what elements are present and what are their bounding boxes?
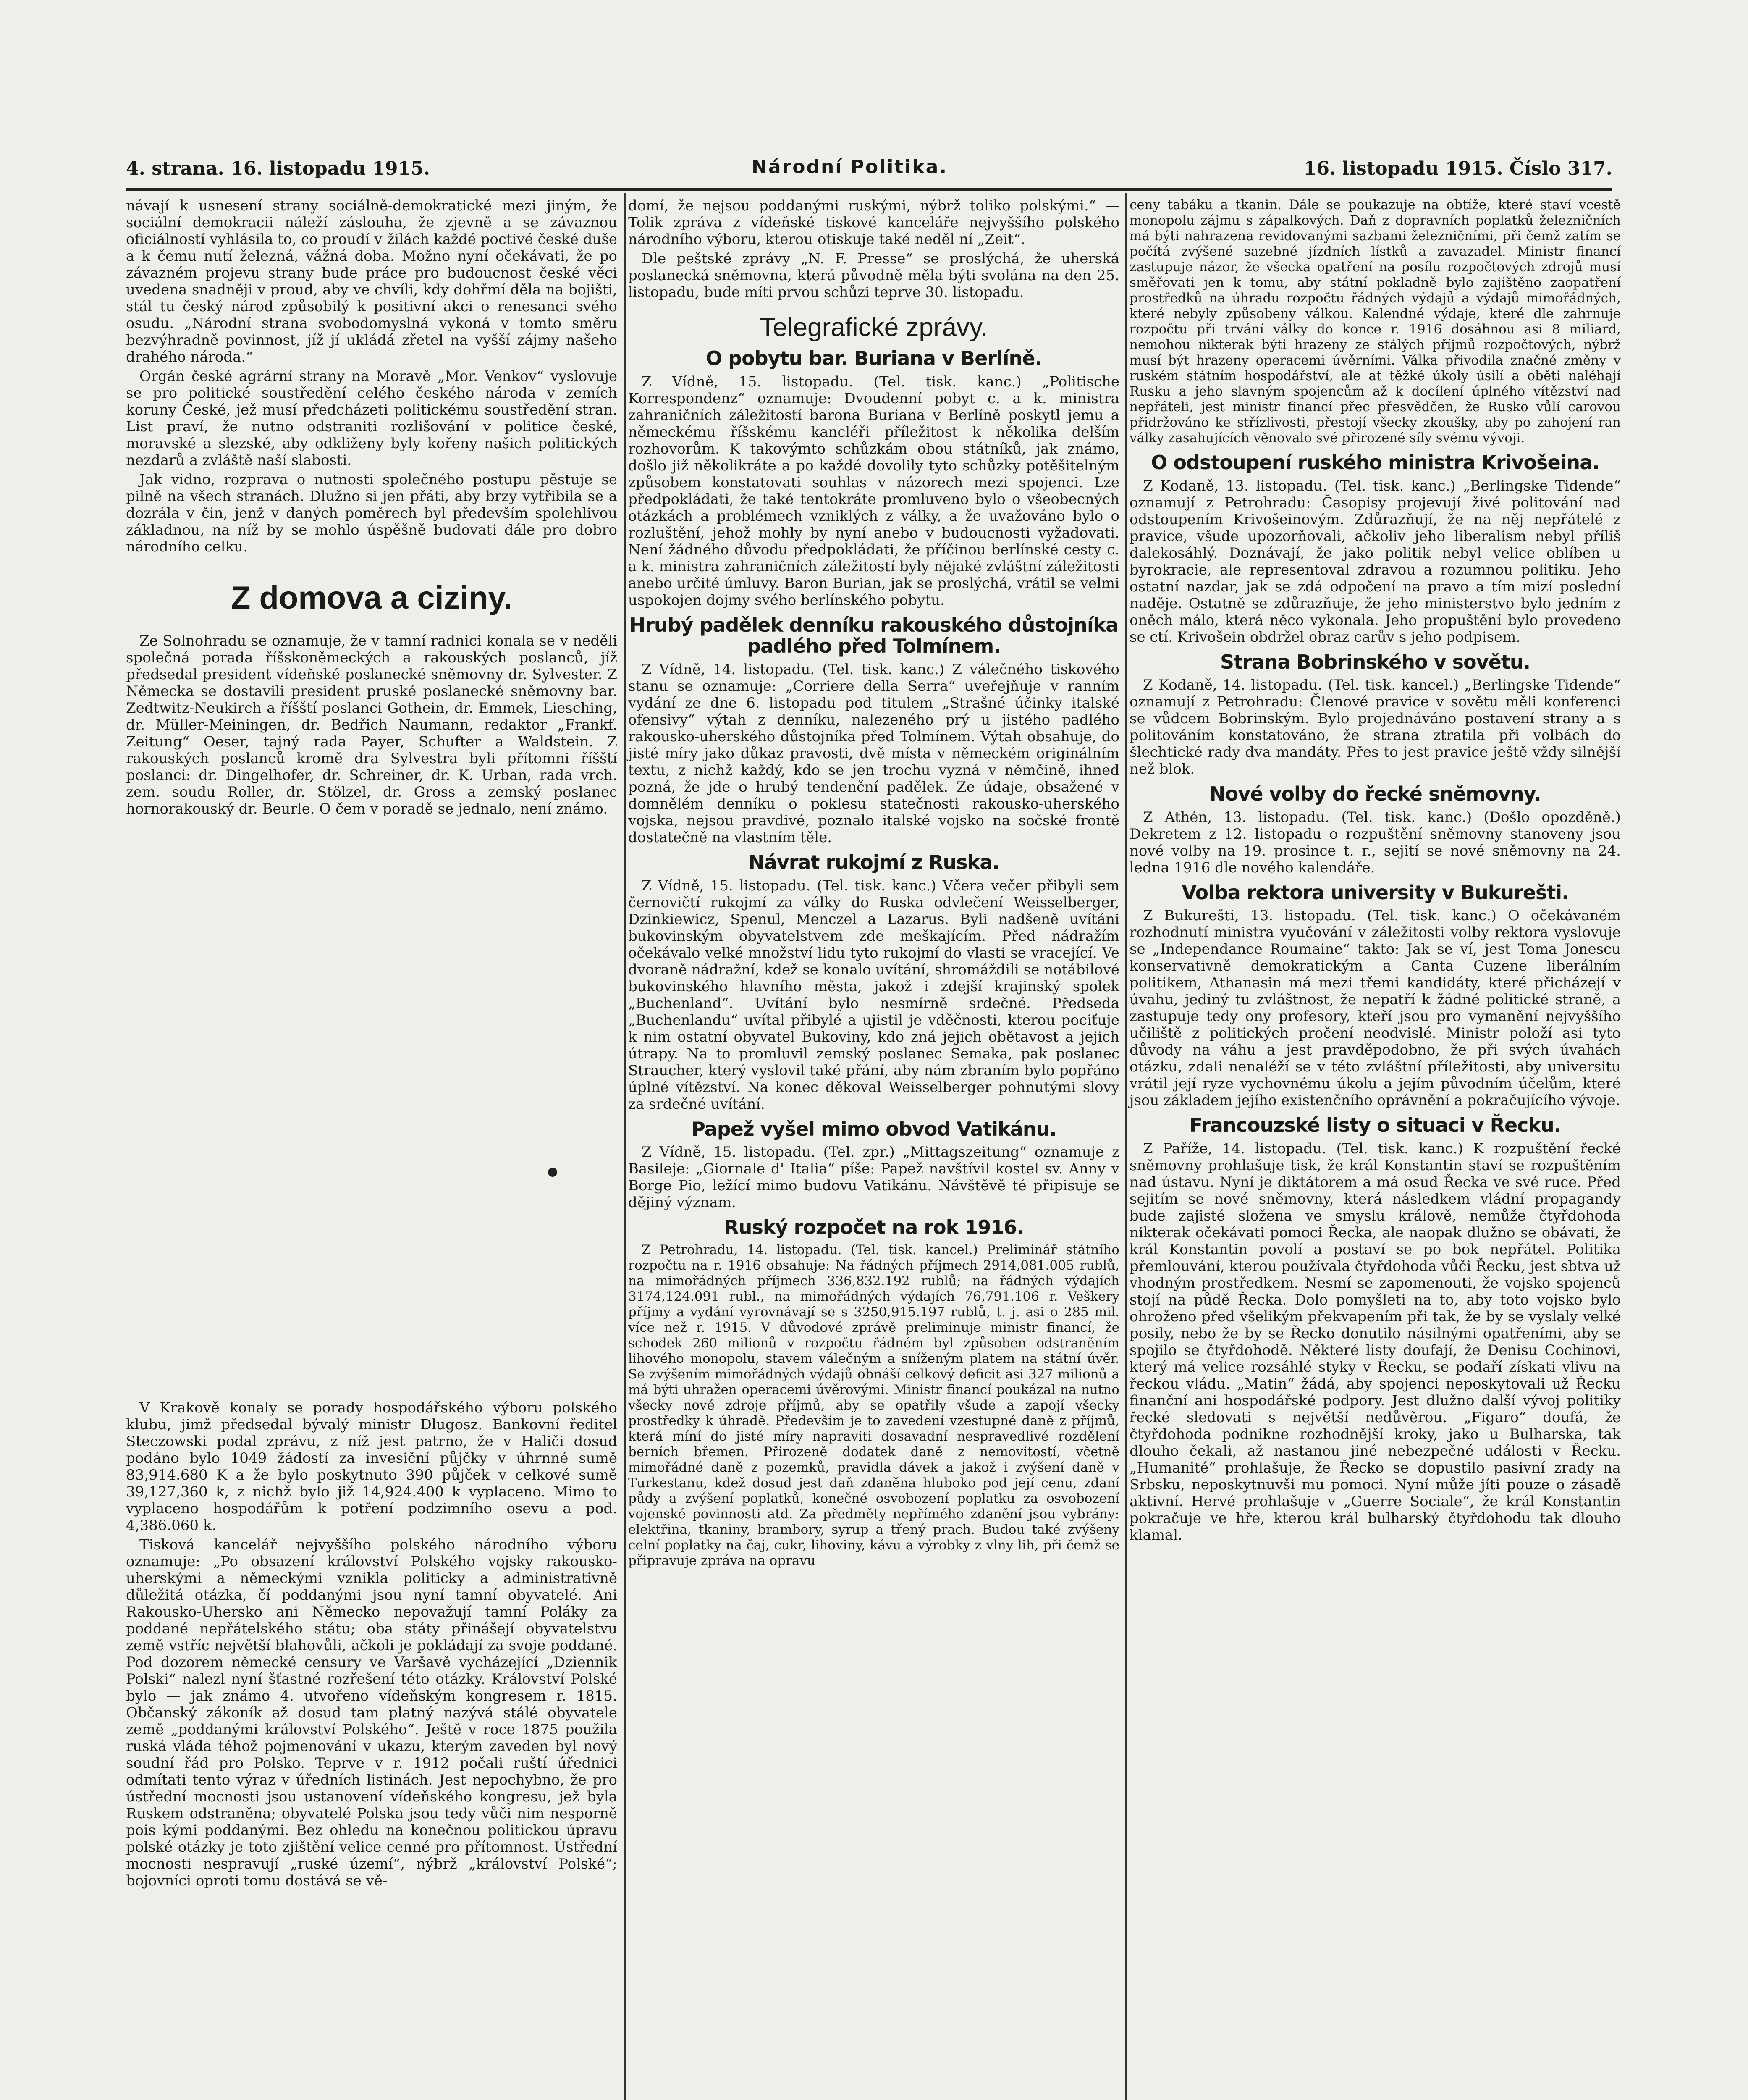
article-paragraph: Ze Solnohradu se oznamuje, že v tamní radnici konala se v neděli společná porada říšskoněmeckých a rakouských poslanců, jíž předsedal president vídeňské poslanecké sněmovny dr. Sylvester. Z Německa se dostavili president pruské poslanecké sněmovny bar. Zedtwitz-Neukirch a říšští poslanci Gothein, dr. Emmek, Liesching, dr. Müller-Meiningen, dr. Bedřich Naumann, redaktor „Frankf. Zeitung“ Oeser, tajný rada Payer, Schufter a Waldstein. Z rakouských poslanců kromě dra Sylvestra byli přítomni říšští poslanci: dr. Dingelhofer, dr. Schreiner, dr. K. Urban, rada vrch. zem. soudu Roller, dr. Stölzel, dr. Gross a zemský poslanec hornorakouský dr. Beurle. O čem v poradě se jednalo, není známo. — [126, 632, 617, 817]
column-divider — [624, 193, 626, 2100]
page-header — [126, 155, 1612, 191]
blank-area — [126, 820, 617, 1399]
article-paragraph: Z Vídně, 15. listopadu. (Tel. zpr.) „Mittagszeitung“ oznamuje z Basileje: „Giornale d' Italia“ píše: Papež navštívil kostel sv. Anny v Borge Pio, ležící mimo budovu Vatikánu. Návštěvě té připisuje se dějiný význam. — [628, 1144, 1119, 1211]
article-paragraph: Orgán české agrární strany na Moravě „Mor. Venkov“ vyslovuje se pro politické soustředění celého českého národa v zemích koruny České, jež musí předcházeti politickému soustředění stran. List praví, že nutno odstraniti rozlišování v politice české, moravské a slezské, aby odkliženy byly kořeny našich politických nezdarů a zvláště naší slabosti. — [126, 368, 617, 469]
article-headline: Ruský rozpočet na rok 1916. — [724, 1216, 1024, 1239]
article-paragraph: Tisková kancelář nejvyššího polského národního výboru oznamuje: „Po obsazení království Polského vojsky rakousko-uherskými a německými vznikla politicky a administrativně důležitá otázka, čí poddanými jsou nyní tamní obyvatelé. Ani Rakousko-Uhersko ani Německo nepovažují tamní Poláky za poddané nepřátelského státu; oba státy přinášejí obyvatelstvu země vstříc největší blahovůli, ačkoli je pokládají za svoje poddané. Pod dozorem německé censury ve Varšavě vycházející „Dziennik Polski“ nalezl nyní šťastné rozřešení této otázky. Království Polské bylo — jak známo 4. utvořeno vídeňským kongresem r. 1815. Občanský zákoník až dosud tam platný nazývá stálé obyvatele země „poddanými království Polského“. Ještě v roce 1875 použila ruská vláda téhož pojmenování v ukazu, kterým zaveden byl nový soudní řád pro Polsko. Teprve v r. 1912 počali ruští úřednici odmítati tento výraz v úředních listinách. Jest nepochybno, že pro ústřední mocnosti jsou ustanovení vídeňského kongresu, jež byla Ruskem odstraněna; obyvatelé Polska jsou tedy vůči nim nesporně pois kými poddanými. Bez ohledu na konečnou politickou úpravu polské otázky je toto zjištění velice cenné pro přítomnost. Ústřední mocnosti nespravují „ruské území“, nýbrž „království Polské“; bojovníci oproti tomu dostává se vě- — [126, 1536, 617, 1889]
article-paragraph: Z Paříže, 14. listopadu. (Tel. tisk. kanc.) K rozpuštění řecké sněmovny prohlašuje tisk, že král Konstantin staví se rozpuštěním nad ústavu. Nyní je diktátorem a má osud Řecka ve své ruce. Před sejitím se nové sněmovny, která následkem vládní propagandy bude zajisté složena ve smyslu králově, nemůže čtyřdohoda nikterak očekávati pomoci Řecka, ale naopak dlužno se obávati, že král Konstantin povolí a postaví se po bok nepřátel. Politika přemlouvání, kterou používala čtyřdohoda vůči Řecku, jest sbtva už vhodným prostředkem. Nesmí se zapomenouti, že vojsko spojenců stojí na půdě Řecka. Dolo pomyšleti na to, aby toto vojsko bylo ohroženo před všelikým překvapením při tak, že by se vyslaly velké posily, nebo že by se Řecko donutilo násilnými opatřeními, aby se spojilo se čtyřdohodě. Některé listy doufají, že Denisu Cochinovi, který má velice rozsáhlé styky v Řecku, se podaří získati vlivu na řeckou vládu. „Matin“ žádá, aby spojenci neposkytovali už Řecku finanční ani hospodářské podpory. Jest dlužno další vývoj politiky řecké sledovati s největší nedůvěrou. „Figaro“ doufá, že čtyřdohoda podnikne rozhodnější kroky, jako u Bulharska, tak dlouho čekali, až nastanou jiné nebezpečné události v Řecku. „Humanité“ prohlašuje, že Řecko se dopustilo pasivní zrady na Srbsku, neposkytnuvši mu pomoci. Nyní může jíti pouze o zásadě aktivní. Hervé prohlašuje v „Guerre Sociale“, že král Konstantin pokračuje ve hře, kterou král bulharský čtyřdohodu tak dlouho klamal. — [1130, 1140, 1621, 1544]
column-1 — [126, 197, 617, 1892]
header-date-issue: 16. listopadu 1915. Číslo 317. — [1303, 158, 1612, 179]
article-paragraph: Z Vídně, 15. listopadu. (Tel. tisk. kanc.) Včera večer přibyli sem černovičtí rukojmí za války do Ruska odvlečení Weisselberger, Dzinkiewicz, Spenul, Menczel a Lazarus. Byli nadšeně uvítáni bukovinským obyvatelstvem zde meškajícím. Před nádražím očekávalo velké množství lidu tyto rukojmí do vlasti se vracející. Ve dvoraně nádražní, kdež se konalo uvítání, shromáždili se notábilové bukovinského hlavního města, jakož i zdejší krajinský spolek „Buchenland“. Uvítání bylo nesmírně srdečné. Předseda „Buchenlandu“ uvítal přibylé a ujistil je vděčnosti, kterou pociťuje k nim ostatní obyvatel Bukoviny, kdo zná jejich obětavost a jejich útrapy. Na to promluvil zemský poslanec Semaka, pak poslanec Straucher, který vyslovil také přání, aby nám zbraním bylo popřáno úplné vítězství. Na konec děkoval Weisselberger pohnutými slovy za srdečné uvítání. — [628, 877, 1119, 1113]
article-paragraph: Z Bukurešti, 13. listopadu. (Tel. tisk. kanc.) O očekávaném rozhodnutí ministra vyučování v záležitosti volby rektora vyslovuje se „Independance Roumaine“ takto: Jak se ví, jest Toma Jonescu konservativně demokratickým a Canta Cuzene liberálním politikem, Athanasin má mezi třemi kandidáty, které přicházejí v úvahu, jediný tu zvláštnost, že nepatří k žádné politické straně, a zastupuje tedy ony profesory, kteří jsou pro vymanění nejvyššího učiliště z politických pročení neodvislé. Ministr položí asi tyto důvody na váhu a jest pravděpodobno, že při svých úvahách otázku, zdali nenaléží se v této zvláštní příležitosti, aby universitu vrátil její ryze vychovnému úkolu a jejím původním účelům, které jsou základem jejího existenčního oprávnění a pokračujícího vývoje. — [1130, 907, 1621, 1109]
article-paragraph: návají k usnesení strany sociálně-demokratické mezi jiným, že sociální demokracii náleží záslouha, že zjevně a se závaznou oficiálností vyhlásila to, co proudí v žilách každé poctivé české duše a k čemu nutí železná, vážná doba. Možno nyní očekávati, že po závazném projevu strany bude práce pro budoucnost české věci uvedena snadněji v proud, aby ve chvíli, kdy dohřmí děla na bojišti, stál tu český národ způsobilý k positivní akci o renesanci svého osudu. „Národní strana svobodomyslná vykoná v tomto směru bezvýhradně povinnost, jíž jí ukládá zřetel na vyšší zájmy našeho drahého národa.“ — [126, 197, 617, 365]
article-paragraph: Jak vidno, rozprava o nutnosti společného postupu pěstuje se pilně na všech stranách. Dlužno si jen přáti, aby brzy vytřibila se a dozrála v čin, jenž v daných poměrech byl především spolehlivou základnou, na níž by se mohlo úspěšně budovati dále pro dobro národního celku. — [126, 471, 617, 555]
article-headline: Hrubý padělek denníku rakouského důstojníka padlého před Tolmínem. — [629, 613, 1119, 658]
article-headline: Papež vyšel mimo obvod Vatikánu. — [691, 1117, 1056, 1140]
article-paragraph: Dle peštské zprávy „N. F. Presse“ se proslýchá, že uherská poslanecká sněmovna, která původně měla býti svolána na den 25. listopadu, bude míti prvou schůzi teprve 30. listopadu. — [628, 250, 1119, 301]
column-2 — [628, 197, 1119, 1571]
column-divider — [1125, 193, 1127, 2100]
article-paragraph: Z Athén, 13. listopadu. (Tel. tisk. kanc.) (Došlo opozděně.) Dekretem z 12. listopadu o rozpuštění sněmovny stanoveny jsou nové volby na 19. prosince t. r., sejití se nové sněmovny na 24. ledna 1916 dle nového kalendáře. — [1130, 808, 1621, 876]
article-headline: Návrat rukojmí z Ruska. — [748, 850, 999, 874]
section-heading: Z domova a ciziny. — [231, 580, 513, 616]
article-paragraph: Z Kodaně, 13. listopadu. (Tel. tisk. kanc.) „Berlingske Tidende“ oznamují z Petrohradu: Časopisy projevují živé politování nad odstoupením Krivošeinovým. Zdůrazňují, že na něj nepřátelé z pravice, všude upozorňovali, ačkoliv jeho liberalism nebyl příliš dalekosáhlý. Doznávají, že jako politik nebyl velice oblíben u byrokracie, ale representoval zdravou a rozumnou politiku. Jeho ostatní nazdar, jak se zdá odpočení na pravo a tím mizí poslední naděje. Ostatně se zdůrazňuje, že jeho ministerstvo bylo jedním z oněch málo, která něco vykonala. Jeho propuštění bylo provedeno se ctí. Krivošein obdržel obraz carův s jeho podpisem. — [1130, 477, 1621, 646]
article-headline: Volba rektora university v Bukurešti. — [1182, 881, 1569, 904]
article-headline: Francouzské listy o situaci v Řecku. — [1189, 1114, 1561, 1137]
column-3 — [1130, 197, 1621, 1546]
article-headline: Nové volby do řecké sněmovny. — [1209, 782, 1541, 806]
article-headline: O odstoupení ruského ministra Krivošeina. — [1151, 451, 1599, 474]
article-headline: O pobytu bar. Buriana v Berlíně. — [706, 347, 1042, 370]
article-paragraph: Z Petrohradu, 14. listopadu. (Tel. tisk. kancel.) Preliminář státního rozpočtu na r. 1916 obsahuje: Na řádných příjmech 2914,081.005 rublů, na mimořádných příjmech 336,832.192 rublů; na řádných výdajích 3174,124.091 rubl., na mimořádných výdajích 76,791.106 r. Veškery příjmy a vydání vyrovnávají se s 3250,915.197 rublů, t. j. asi o 285 mil. více než r. 1915. V důvodové zprávě preliminuje ministr financí, že schodek 260 milionů v rozpočtu řádném byl způsoben odstraněním lihového monopolu, stavem válečným a sníženým platem na státní úvěr. Se zvýšením mimořádných výdajů obnáší celkový deficit asi 327 milionů a má býti uhražen operacemi úvěrovými. Ministr financí poukázal na nutno všecky nové zdroje příjmů, aby se opatřily všude a zapojí všecky prostředky k úhradě. Především je to zavedení vzestupné daně z příjmů, která míní do jisté míry napraviti dosavadní nespravedlivé rozdělení berních břemen. Přirozeně dodatek daně z nemovitostí, včetně mimořádné daně z pozemků, pravidla dávek a jakož i zvýšení daně v Turkestanu, kdež dosud jest daň zdaněna hluboko pod její cenu, zdaní půdy a zvýšení poplatků, konečné osvobození poplatku za osvobození vojenské povinnosti atd. Za předměty nepřímého zdanění jsou vybrány: elektřina, tkaniny, brambory, syrup a třený prach. Budou také zvýšeny celní poplatky na čaj, cukr, lihoviny, kávu a výrobky z vlny lih, při čemž se připravuje zpráva na opravu — [628, 1242, 1119, 1568]
article-paragraph: Z Vídně, 15. listopadu. (Tel. tisk. kanc.) „Politische Korrespondenz“ oznamuje: Dvoudenní pobyt c. a k. ministra zahraničních záležitostí barona Buriana v Berlíně poskytl jemu a německému říšskému kancléři příležitost k několika delším rozhovorům. K takovýmto schůzkám obou státníků, jak známo, došlo již několikráte a po každé dovolily tyto schůzky potěšitelným způsobem konstatovati souhlas v názorech mezi spojenci. Lze předpokládati, že také tentokráte promluveno bylo o všeobecných otázkách a problémech vzniklých z války, a že uvažováno bylo o rozluštění, jehož mohly by nyní anebo v budoucnosti vyžadovati. Není žádného důvodu předpokládati, že příčinou berlínské cesty c. a k. ministra zahraničních záležitostí byly nějaké zvláštní záležitosti anebo určité úmluvy. Baron Burian, jak se proslýchá, vrátil se velmi uspokojen dojmy svého berlínského pobytu. — [628, 373, 1119, 609]
article-paragraph: ceny tabáku a tkanin. Dále se poukazuje na obtíže, které staví vcestě monopolu zájmu s zápalkových. Daň z dopravních poplatků železničních má býti nahrazena revidovanými sazbami železničními, při čemž zatím se počítá zvýšené sazebné jízdních lístků a zavazadel. Ministr financí zastupuje názor, že všecka opatření na posílu rozpočtových zdrojů musí směřovati jen k tomu, aby státní pokladně bylo zajištěno zaopatření prostředků na úhradu rozpočtu řádných výdajů a výdajů mimořádných, které nebyly způsobeny válkou. Kalendné výdaje, které dle zahrnuje rozpočtu při trvání války do konce r. 1916 dosáhnou asi 8 miliard, nemohou nikterak býti hrazeny ze stálých příjmů rozpočtových, nýbrž musí být hrazeny operacemi úvěrními. Válka přivodila značné změny v ruském státním hospodářství, ale at těžké úkoly úsilí a oběti naléhají Rusku a jeho slavným spojencům až k docílení úplného vítězství nad nepřáteli, jest ministr financí přec přesvědčen, že Rusko vůlí carovou přidržováno ke střízlivosti, přestojí všecky zkoušky, aby po zahojení ran války zasahujících věnovalo své přirozené síly svému vývoji. — [1130, 197, 1621, 446]
article-paragraph: domí, že nejsou poddanými ruskými, nýbrž toliko polskými.“ — Tolik zpráva z vídeňské tiskové kanceláře nejvyššího polského národního výboru, kterou otiskuje také neděl ní „Zeit“. — [628, 197, 1119, 248]
article-paragraph: Z Vídně, 14. listopadu. (Tel. tisk. kanc.) Z válečného tiskového stanu se oznamuje: „Corriere della Serra“ uveřejňuje v ranním vydání ze dne 6. listopadu pod titulem „Strašné účinky italské ofensivy“ výtah z denníku, nalezeného prý u jistého padlého rakousko-uherského důstojníka před Tolmínem. Výtah obsahuje, do jisté míry jako důkaz pravosti, dvě místa v německém originálním textu, z nichž každý, kdo se jen trochu vyzná v němčině, ihned pozná, že jde o hrubý tendenční padělek. Ze údaje, obsažené v domnělém denníku o poklesu statečnosti rakousko-uherského vojska, nejsou pravdivé, poznalo italské vojsko na sočské frontě dostatečně na vlastním těle. — [628, 661, 1119, 846]
article-headline: Strana Bobrinského v sovětu. — [1220, 650, 1530, 673]
article-paragraph: Z Kodaně, 14. listopadu. (Tel. tisk. kancel.) „Berlingske Tidende“ oznamují z Petrohradu: Členové pravice v sovětu měli konferenci se vůdcem Bobrinským. Bylo projednáváno postavení strany a s politováním konstatováno, že strana ztratila při volbách do šlechtické rady dva mandáty. Přes to jest pravice ještě vždy silnější než blok. — [1130, 677, 1621, 778]
section-heading: Telegrafické zprávy. — [760, 313, 988, 342]
header-date-left: 4. strana. 16. listopadu 1915. — [126, 158, 430, 179]
article-paragraph: V Krakově konaly se porady hospodářského výboru polského klubu, jimž předsedal bývalý ministr Dlugosz. Bankovní ředitel Steczowski podal zprávu, z níž jest patrno, že v Haliči dosud podáno bylo 1049 žádostí za invesiční půjčky v úhrnné sumě 83,914.680 K a že bylo poskytnuto 390 půjček v celkové sumě 39,127,360 k, z nichž bylo již 14,924.400 k vyplaceno. Mimo to vyplaceno hospodářům k potření podzimního osevu a pod. 4,386.060 k. — [126, 1399, 617, 1534]
masthead-title: Národní Politika. — [752, 156, 948, 178]
ink-spot — [548, 1168, 557, 1177]
